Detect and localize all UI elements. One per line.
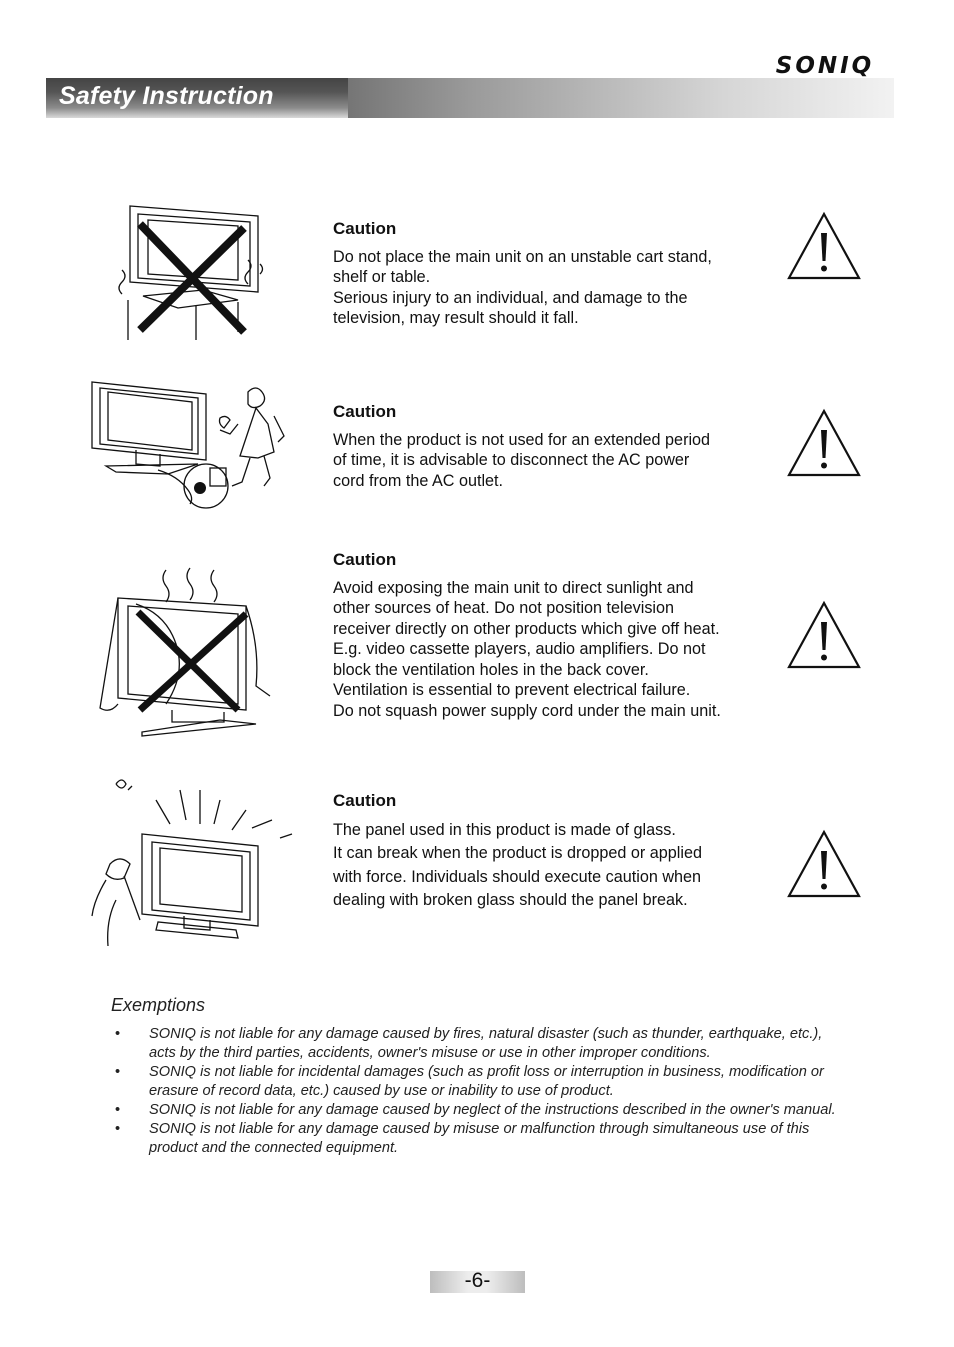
exemption-text: SONIQ is not liable for any damage caused by fires, natural disaster (such as thunder, earthquake, etc.), acts by the third parties, accidents, owner's misuse or use in other improper conditions. [149,1026,823,1061]
exemption-item [111,1063,851,1101]
caution-title: Caution [333,219,397,238]
exemption-item [111,1120,851,1158]
illustration-heat-ventilation [96,560,276,740]
bullet: • [115,1102,121,1118]
warning-triangle-icon [786,408,862,478]
caution-title: Caution [333,402,397,421]
exemption-item [111,1025,851,1063]
caution-block-power [333,402,773,491]
exemptions-list [111,1025,851,1158]
illustration-unstable-stand [118,200,268,345]
warning-triangle-icon [786,829,862,899]
exemption-text: SONIQ is not liable for any damage caused by neglect of the instructions described in the owner's manual. [149,1102,836,1118]
caution-title: Caution [333,550,397,569]
page-number: -6- [464,1269,491,1292]
warning-triangle-icon [786,600,862,670]
bullet: • [115,1121,121,1137]
svg-text:SONIQ: SONIQ [775,53,875,78]
caution-text: Do not place the main unit on an unstable cart stand, shelf or table. Serious injury to an individual, and damage to the television, may result should it fall. [333,247,712,327]
caution-block-heat [333,550,773,721]
page-title: Safety Instruction [59,82,274,110]
exemption-item [111,1101,851,1120]
warning-triangle-icon [786,211,862,281]
caution-text: When the product is not used for an extended period of time, it is advisable to disconnect the AC power cord from the AC outlet. [333,430,711,490]
caution-text: Avoid exposing the main unit to direct sunlight and other sources of heat. Do not position television receiver directly on other products which give off heat. E.g. video cassette players, audio amplifiers. Do not block the ventilation holes in the back cover. Ventilation is essential to prevent electrical failure. Do not squash power supply cord under the main unit. [333,578,721,720]
caution-block-glass [333,791,773,913]
bullet: • [115,1064,121,1080]
caution-block-stand [333,219,773,329]
exemptions-heading: Exemptions [111,995,206,1015]
illustration-glass-panel [86,770,301,955]
caution-title: Caution [333,791,397,810]
bullet: • [115,1026,121,1042]
soniq-logo [772,52,878,78]
caution-text: The panel used in this product is made of glass. It can break when the product is dropped or applied with force. Individuals should execute caution when dealing with broken glass should the panel break. [333,820,702,909]
exemption-text: SONIQ is not liable for incidental damages (such as profit loss or interruption in business, modification or erasure of record data, etc.) caused by use or inability to use of product. [149,1064,824,1099]
exemption-text: SONIQ is not liable for any damage caused by misuse or malfunction through simultaneous use of this product and the connected equipment. [149,1121,810,1156]
illustration-unplug-power [88,380,298,515]
